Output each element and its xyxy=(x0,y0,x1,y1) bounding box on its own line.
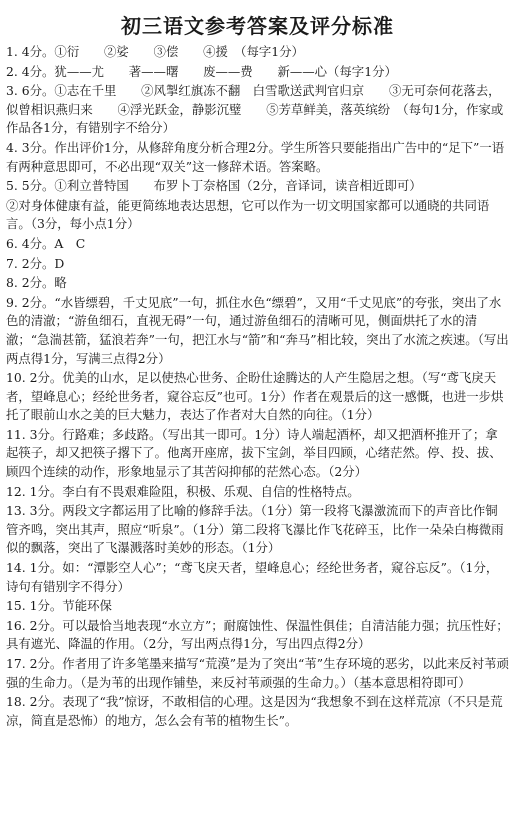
answer-5-2: ②对身体健康有益，能更简练地表达思想，它可以作为一切文明国家都可以通晓的共同语言。（3分，每小点1分） xyxy=(6,197,490,232)
answer-12: 12. 1分。李白有不畏艰难险阻，积极、乐观、自信的性格特点。 xyxy=(6,483,360,499)
answer-10: 10. 2分。优美的山水，足以使热心世务、企盼仕途腾达的人产生隐居之想。（写“鸢飞戾天者，望峰息心；经纶世务者，窥谷忘反”也可。1分）作者在观景后的这一感慨，也进一步烘托了眼前山水之美的巨大魅力，表达了作者对大自然的向往。（1分） xyxy=(6,370,504,423)
answer-17: 17. 2分。作者用了许多笔墨来描写“荒漠”是为了突出“苇”生存环境的恶劣，以此来反衬苇顽强的生命力。（是为苇的出现作铺垫，来反衬苇顽强的生命力。）（基本意思相符即可） xyxy=(6,656,509,690)
answer-18: 18. 2分。表现了“我”惊讶，不敢相信的心理。这是因为“我想象不到在这样荒凉（不只是荒凉，简直是恐怖）的地方，怎么会有苇的植物生长”。 xyxy=(6,694,503,728)
answer-3: 3. 6分。①志在千里 ②风掣红旗冻不翻 白雪歌送武判官归京 ③无可奈何花落去，似曾相识燕归来 ④浮光跃金，静影沉璧 ⑤芳草鲜美，落英缤纷 （每句1分，作家或作品各1分，有错别字不给分） xyxy=(6,83,504,136)
answer-11: 11. 3分。行路难；多歧路。（写出其一即可。1分）诗人端起酒杯，却又把酒杯推开了；拿起筷子，却又把筷子撂下了。他离开座席，拔下宝剑，举目四顾，心绪茫然。停、投、拔、顾四个连续的动作，形象地显示了其苦闷抑郁的茫然心态。（2分） xyxy=(6,426,502,480)
answer-8: 8. 2分。略 xyxy=(6,275,67,291)
answer-5: 5. 5分。①利立普特国 布罗卜丁奈格国（2分，音译词，读音相近即可） xyxy=(6,178,422,194)
answer-1: 1. 4分。①衍 ②娑 ③偿 ④援 （每字1分） xyxy=(6,44,304,59)
answer-6: 6. 4分。A C xyxy=(6,235,86,251)
answer-2: 2. 4分。犹——尤 著——曙 废——费 新——心（每字1分） xyxy=(6,63,397,79)
answer-14: 14. 1分。如：“潭影空人心”；“鸢飞戾天者，望峰息心；经纶世务者，窥谷忘反”。（1分，诗句有错别字不得分） xyxy=(6,560,499,594)
answer-7: 7. 2分。D xyxy=(6,255,65,271)
answer-4: 4. 3分。作出评价1分，从修辞角度分析合理2分。学生所答只要能指出广告中的“足下”一语有两种意思即可，不必出现“双关”这一修辞术语。答案略。 xyxy=(6,139,505,174)
answer-15: 15. 1分。节能环保 xyxy=(6,598,112,614)
answer-13: 13. 3分。两段文字都运用了比喻的修辞手法。（1分）第一段将飞瀑激流而下的声音比作铜管齐鸣，突出其声，照应“听泉”。（1分）第二段将飞瀑比作飞花碎玉，比作一朵朵白梅微雨似的飘落，突出了飞瀑溅落时美妙的形态。（1分） xyxy=(6,503,504,556)
answer-9: 9. 2分。“水皆缥碧，千丈见底”一句，抓住水色“缥碧”，又用“千丈见底”的夸张，突出了水色的清澈；“游鱼细石，直视无碍”一句，通过游鱼细石的清晰可见，侧面烘托了水的清澈；“急湍甚箭，猛浪若奔”一句，把江水与“箭”和“奔马”相比较，突出了水流之疾速。（写出两点得1分，写满三点得2分） xyxy=(6,294,509,366)
page-title: 初三语文参考答案及评分标准 xyxy=(121,14,394,38)
answer-16: 16. 2分。可以最恰当地表现“水立方”；耐腐蚀性、保温性俱佳；自清洁能力强；抗压性好；具有遮光、降温的作用。（2分，写出两点得1分，写出四点得2分） xyxy=(6,617,509,652)
